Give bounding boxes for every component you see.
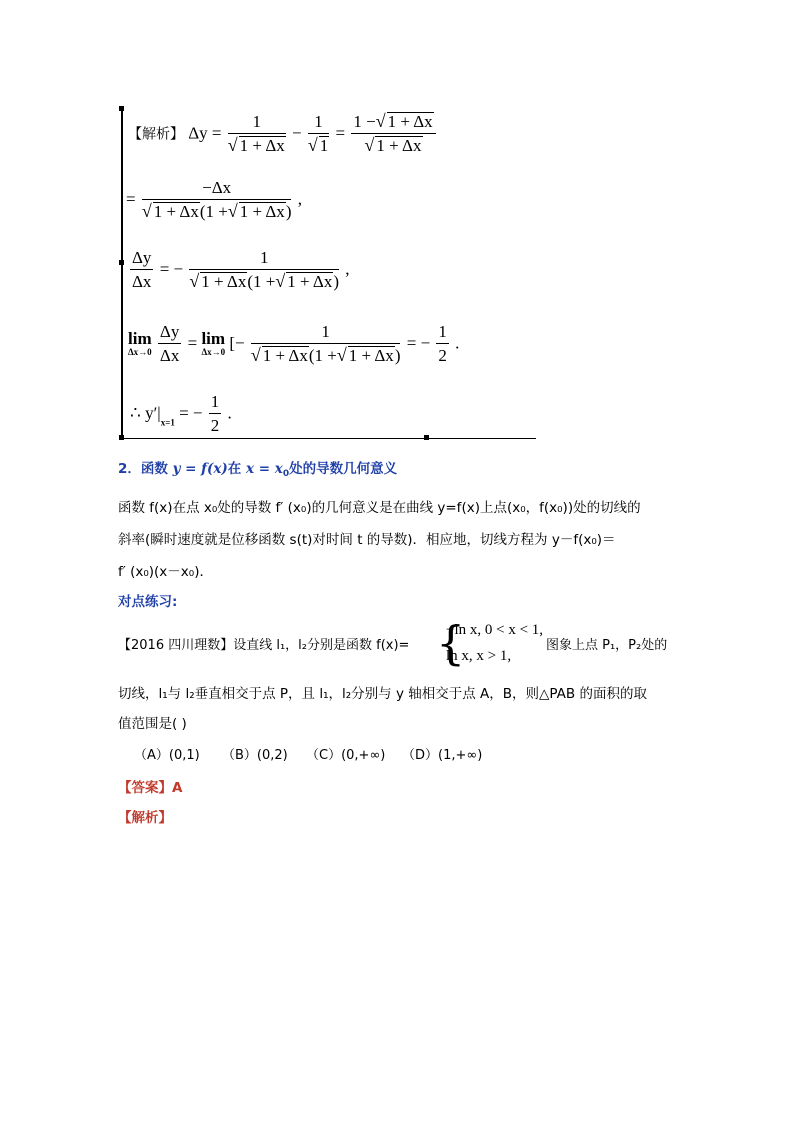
question-suffix: 图象上点 P₁，P₂处的 [546, 638, 668, 653]
fraction: $\frac{1}{√ 1}$ [307, 112, 329, 155]
paragraph-line: f′ (x₀)(x－x₀)． [118, 564, 213, 580]
box-bottom-border [121, 438, 536, 439]
delta-y-lhs: Δy = [188, 123, 222, 143]
piecewise-case-2: ln x, x > 1, [446, 648, 512, 664]
question-line: 值范围是( ) [118, 716, 187, 732]
option-c[interactable]: （C）(0,+∞) [306, 748, 386, 763]
answer-line [118, 774, 182, 802]
fraction: $\frac{1}{2}$ [210, 392, 220, 435]
solution-math-image [118, 100, 536, 440]
math-line-4: lim Δx→0 $\frac{\Delta y}{\Delta x}$ = lim Δx→0 [− $\frac{1}{√ 1 + \Delta x(1 +√ 1 + \Delta x)}$ = − $\frac{1}{2}$ . [128, 322, 460, 365]
question-prefix: 【2016 四川理数】设直线 l₁，l₂分别是函数 f(x)= [118, 638, 410, 653]
analysis-label: 【解析】 [128, 126, 184, 143]
resize-handle-top-left[interactable] [119, 106, 124, 111]
fraction: $\frac{1}{√ 1 + \Delta x(1 +√ 1 + \Delta x)}$ [250, 322, 401, 365]
answer-value: A [172, 780, 183, 796]
option-d[interactable]: （D）(1,+∞) [402, 748, 483, 763]
fraction: $\frac{1}{√ 1 + \Delta x}$ [227, 112, 285, 155]
box-left-border [121, 108, 123, 438]
analysis-label-bottom: 【解析】 [118, 810, 172, 826]
option-a[interactable]: （A）(0,1) [134, 748, 200, 763]
section-heading: 2．函数 y = f(x)在 $x = x_0$处的导数几何意义 [118, 461, 398, 479]
math-line-3: $\frac{\Delta y}{\Delta x}$ = − $\frac{1}{√ 1 + \Delta x(1 +√ 1 + \Delta x)}$ , [132, 248, 350, 291]
resize-handle-left[interactable] [119, 260, 124, 265]
answer-label: 【答案】 [118, 780, 172, 796]
fraction: $\frac{-\Delta x}{√ 1 + \Delta x(1 +√ 1 + \Delta x)}$ [141, 178, 292, 221]
practice-heading: 对点练习: [118, 594, 178, 610]
paragraph-line: 函数 f(x)在点 x₀处的导数 f′ (x₀)的几何意义是在曲线 y=f(x)上点(x₀，f(x₀))处的切线的 [118, 500, 641, 516]
fraction: $\frac{1}{2}$ [438, 322, 447, 365]
math-line-1: 【解析】 Δy = $\frac{1}{√ 1 + \Delta x}$ − $\frac{1}{√ 1}$ = $\frac{1 -√ 1 + \Delta x}{√ 1 + \Delta x}$ [128, 112, 438, 155]
math-line-5: ∴ $y'|_{x=1}$ = − $\frac{1}{2}$ . [130, 392, 232, 435]
fraction: $\frac{\Delta y}{\Delta x}$ [132, 248, 152, 291]
paragraph-line: 斜率(瞬时速度就是位移函数 s(t)对时间 t 的导数)．相应地，切线方程为 y－f(x₀)＝ [118, 532, 616, 548]
fraction: $\frac{1}{√ 1 + \Delta x(1 +√ 1 + \Delta x)}$ [189, 248, 340, 291]
fraction: $\frac{\Delta y}{\Delta x}$ [159, 322, 180, 365]
resize-handle-bottom-left[interactable] [119, 435, 124, 440]
piecewise-brace: { [436, 616, 466, 670]
resize-handle-bottom[interactable] [424, 435, 429, 440]
question-line: 切线，l₁与 l₂垂直相交于点 P，且 l₁，l₂分别与 y 轴相交于点 A，B，则△PAB 的面积的取 [118, 686, 647, 702]
option-b[interactable]: （B）(0,2) [222, 748, 288, 763]
math-line-2: = $\frac{-\Delta x}{√ 1 + \Delta x(1 +√ 1 + \Delta x)}$ , [126, 178, 302, 221]
fraction: $\frac{1 -√ 1 + \Delta x}{√ 1 + \Delta x}$ [351, 112, 435, 155]
piecewise-case-1: −ln x, 0 < x < 1, [446, 622, 544, 638]
